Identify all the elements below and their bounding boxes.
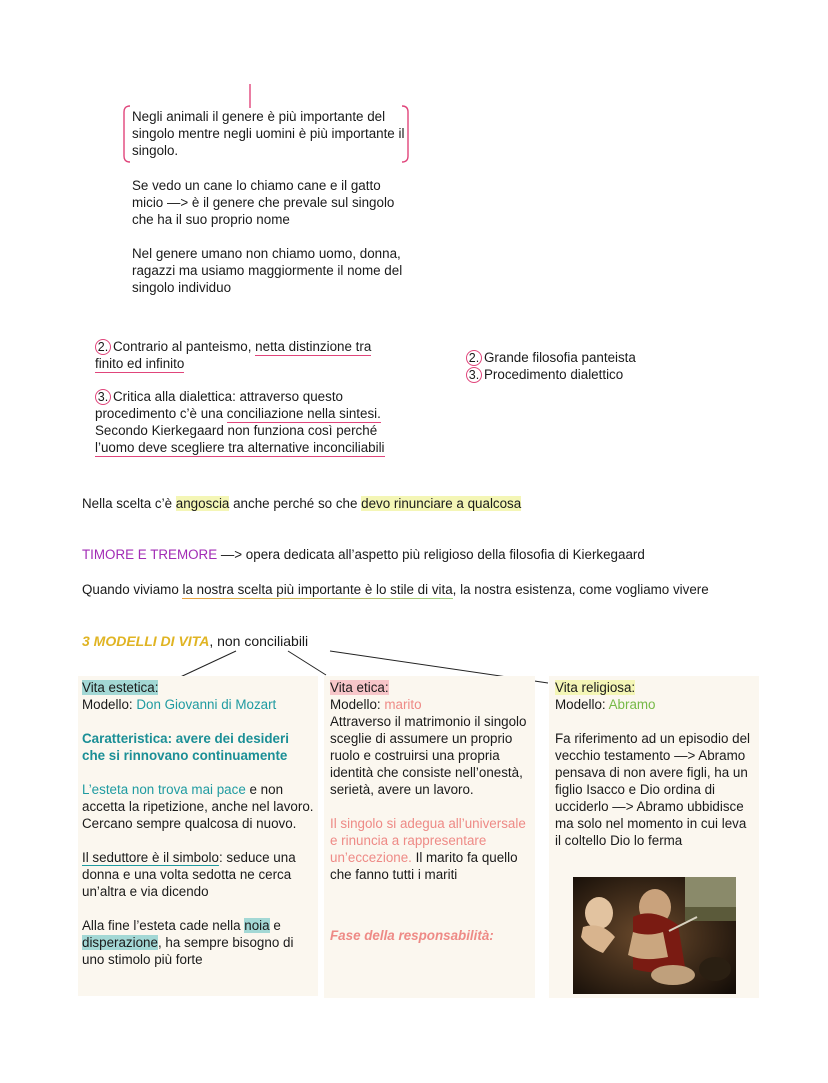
life-choice-sentence: Quando viviamo la nostra scelta più importante è lo stile di vita, la nostra esistenza, come vogliamo vivere xyxy=(82,582,709,597)
human-naming-note: Nel genere umano non chiamo uomo, donna, ragazzi ma usiamo maggiormente il nome del singolo individuo xyxy=(132,246,403,295)
point-2-pantheism: 2. Contrario al panteismo, netta distinzione tra finito ed infinito xyxy=(95,339,372,371)
vita-religiosa-title: Vita religiosa: xyxy=(555,680,636,695)
column-vita-estetica: Vita estetica: Modello: Don Giovanni di Mozart Caratteristica: avere dei desideri che si rinnovano continuamente L’esteta non trova mai pace e non accetta la ripetizione, anche nel lavoro. Cercano sempre qualcosa di nuovo. Il seduttore è il simbolo: seduce una donna e una volta sedotta ne cerca un’altra e via dicendo Alla fine l’esteta cade nella noia e disperazione, ha sempre bisogno di uno stimolo più forte xyxy=(78,676,318,996)
model-marito: marito xyxy=(384,697,422,712)
estetica-feature: Caratteristica: avere dei desideri che si rinnovano continuamente xyxy=(82,731,289,763)
column-vita-etica: Vita etica: Modello: marito Attraverso il matrimonio il singolo sceglie di assumere un proprio ruolo e costruirsi una propria identità che consiste nell’onestà, serietà, avere un lavoro. Il singolo si adegua all’universale e rinuncia a rappresentare un’eccezione. Il marito fa quello che fanno tutti i mariti Fase della responsabilità: xyxy=(324,676,535,998)
genus-vs-individual-note: Negli animali il genere è più importante del singolo mentre negli uomini è più importante il singolo. xyxy=(132,109,405,158)
phase-responsibility: Fase della responsabilità: xyxy=(330,928,494,943)
right-note-3: 3. Procedimento dialettico xyxy=(466,366,666,383)
dog-cat-example: Se vedo un cane lo chiamo cane e il gatto micio —> è il genere che prevale sul singolo che ha il suo proprio nome xyxy=(132,178,395,227)
sacrifice-of-isaac-painting xyxy=(573,877,736,994)
model-don-giovanni: Don Giovanni di Mozart xyxy=(136,697,277,712)
model-abramo: Abramo xyxy=(608,697,656,712)
three-models-heading: 3 MODELLI DI VITA, non conciliabili xyxy=(82,633,309,649)
anguish-sentence: Nella scelta c’è angoscia anche perché so che devo rinunciare a qualcosa xyxy=(82,496,522,511)
vita-etica-title: Vita etica: xyxy=(330,680,389,695)
number-circle-3: 3. xyxy=(95,389,111,405)
timore-e-tremore: TIMORE E TREMORE —> opera dedicata all’aspetto più religioso della filosofia di Kierkegaard xyxy=(82,547,645,562)
vita-estetica-title: Vita estetica: xyxy=(82,680,159,695)
point-3-dialectics: 3. Critica alla dialettica: attraverso questo procedimento c’è una conciliazione nella sintesi. Secondo Kierkegaard non funziona così perché l’uomo deve scegliere tra alternative inconciliabili xyxy=(95,389,385,455)
number-circle-2: 2. xyxy=(95,339,111,355)
right-notes xyxy=(466,349,666,383)
right-note-2: 2. Grande filosofia panteista xyxy=(466,349,666,366)
timore-title: TIMORE E TREMORE xyxy=(82,547,218,562)
column-vita-religiosa: Vita religiosa: Modello: Abramo Fa riferimento ad un episodio del vecchio testamento —> Abramo pensava di non avere figli, ha un figlio Isacco e Dio ordina di ucciderlo —> Abramo ubbidisce ma solo nel momento in cui leva il coltello Dio lo ferma xyxy=(549,676,759,998)
